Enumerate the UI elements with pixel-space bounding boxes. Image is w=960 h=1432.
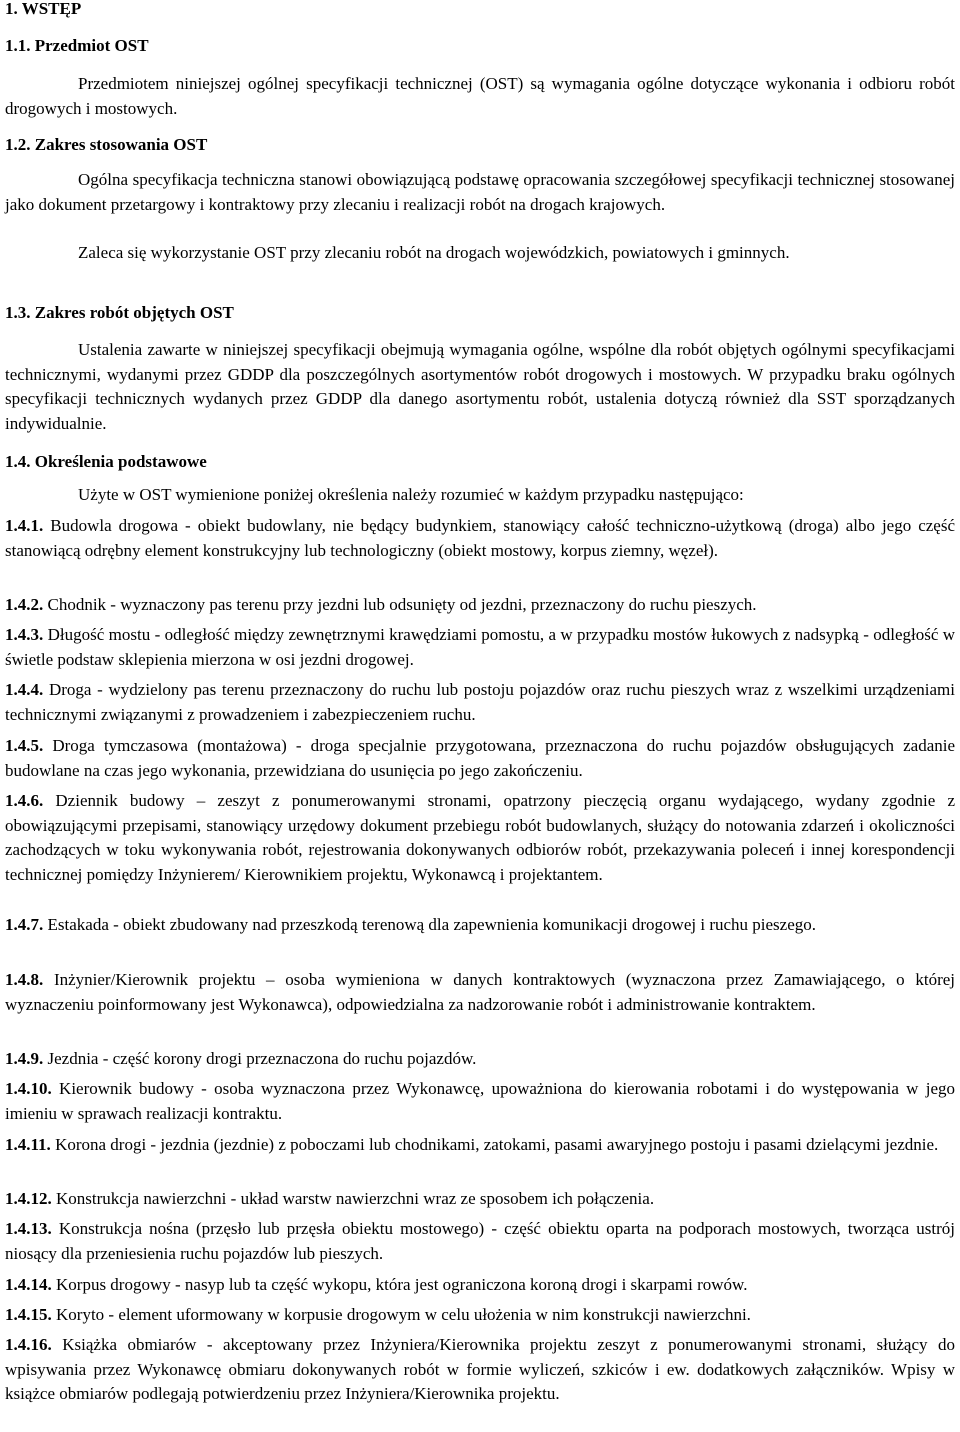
paragraph-1-4: Użyte w OST wymienione poniżej określenia należy rozumieć w każdym przypadku następująco: (78, 485, 744, 504)
definition-text: Książka obmiarów - akceptowany przez Inżyniera/Kierownika projektu zeszyt z ponumerowanymi stronami, służący do wpisywania przez Wykonawcę obmiaru dokonywanych robót w formie wyliczeń, szkiców i ew. dodatkowych załączników. Wpisy w książce obmiarów podlegają potwierdzeniu przez Inżyniera/Kierownika projektu. (5, 1335, 955, 1403)
definition-number: 1.4.11. (5, 1135, 51, 1154)
definition-number: 1.4.3. (5, 625, 44, 644)
definition-item (5, 913, 955, 938)
definition-number: 1.4.10. (5, 1079, 52, 1098)
definition-item (5, 789, 955, 887)
definition-text: Droga tymczasowa (montażowa) - droga specjalnie przygotowana, przeznaczona do ruchu pojazdów obsługujących zadanie budowlane na czas jego wykonania, przewidziana do usunięcia po jego zakończeniu. (5, 736, 956, 780)
subsection-heading-1-4 (5, 450, 207, 475)
subsection-number: 1.2. (5, 135, 31, 154)
subsection-number: 1.1. (5, 36, 31, 55)
definition-number: 1.4.14. (5, 1275, 52, 1294)
definition-text: Chodnik - wyznaczony pas terenu przy jezdni lub odsunięty od jezdni, przeznaczony do ruchu pieszych. (47, 595, 757, 614)
subsection-title: Zakres robót objętych OST (34, 303, 234, 322)
paragraph-1-1: Przedmiotem niniejszej ogólnej specyfikacji technicznej (OST) są wymagania ogólne dotyczące wykonania i odbioru robót drogowych i mostowych. (5, 74, 955, 118)
definition-text: Jezdnia - część korony drogi przeznaczona do ruchu pojazdów. (47, 1049, 477, 1068)
definition-item (5, 1077, 955, 1126)
subsection-number: 1.4. (5, 452, 31, 471)
definition-text: Dziennik budowy – zeszyt z ponumerowanymi stronami, opatrzony pieczęcią organu wydającego, wydany zgodnie z obowiązującymi przepisami, stanowiący urzędowy dokument przebiegu robót budowlanych, służący do notowania zdarzeń i okoliczności zachodzących w toku wykonywania robót, rejestrowania dokonywanych odbiorów robót, przekazywania poleceń i innej korespondencji technicznej pomiędzy Inżynierem/ Kierownikiem projektu, Wykonawcą i projektantem. (5, 791, 956, 884)
paragraph-1-2a: Ogólna specyfikacja techniczna stanowi obowiązującą podstawę opracowania szczegółowej specyfikacji technicznej stosowanej jako dokument przetargowy i kontraktowy przy zlecaniu i realizacji robót na drogach krajowych. (5, 170, 955, 214)
definition-item (5, 1333, 955, 1407)
definition-item (5, 734, 955, 783)
definition-text: Konstrukcja nawierzchni - układ warstw nawierzchni wraz ze sposobem ich połączenia. (56, 1189, 655, 1208)
paragraph-1-2b: Zaleca się wykorzystanie OST przy zlecaniu robót na drogach wojewódzkich, powiatowych i gminnych. (78, 243, 790, 262)
definition-number: 1.4.1. (5, 516, 44, 535)
definition-number: 1.4.12. (5, 1189, 52, 1208)
definition-number: 1.4.2. (5, 595, 44, 614)
definition-item (5, 1217, 955, 1266)
subsection-title: Określenia podstawowe (34, 452, 207, 471)
definition-text: Długość mostu - odległość między zewnętrznymi krawędziami pomostu, a w przypadku mostów łukowych z nadsypką - odległość w świetle podstaw sklepienia mierzona w osi jezdni drogowej. (5, 625, 956, 669)
definition-text: Korpus drogowy - nasyp lub ta część wykopu, która jest ograniczona koroną drogi i skarpami rowów. (56, 1275, 748, 1294)
section-number: 1. (5, 0, 18, 18)
definition-text: Kierownik budowy - osoba wyznaczona przez Wykonawcę, upoważniona do kierowania robotami i do występowania w jego imieniu w sprawach realizacji kontraktu. (5, 1079, 955, 1123)
paragraph-1-3: Ustalenia zawarte w niniejszej specyfikacji obejmują wymagania ogólne, wspólne dla robót objętych ogólnymi specyfikacjami technicznymi, wydanymi przez GDDP dla poszczególnych asortymentów robót drogowych i mostowych. W przypadku braku ogólnych specyfikacji technicznych wydanych przez GDDP dla danego asortymentu robót, ustalenia dotyczą również dla SST sporządzanych indywidualnie. (5, 340, 955, 433)
subsection-heading-1-2 (5, 133, 207, 158)
definition-number: 1.4.16. (5, 1335, 52, 1354)
definition-item (5, 1133, 955, 1158)
definition-text: Konstrukcja nośna (przęsło lub przęsła obiektu mostowego) - część obiektu oparta na podporach mostowych, tworząca ustrój niosący dla przeniesienia ruchu pojazdów lub pieszych. (5, 1219, 955, 1263)
definition-item (5, 1303, 955, 1328)
subsection-number: 1.3. (5, 303, 31, 322)
definition-item (5, 514, 955, 563)
definition-item (5, 968, 955, 1017)
section-heading (5, 0, 81, 22)
subsection-heading-1-3 (5, 301, 234, 326)
definition-item (5, 1273, 955, 1298)
definition-number: 1.4.5. (5, 736, 44, 755)
definition-text: Estakada - obiekt zbudowany nad przeszkodą terenową dla zapewnienia komunikacji drogowej i ruchu pieszego. (47, 915, 816, 934)
definition-item (5, 1047, 955, 1072)
definition-item (5, 1187, 955, 1212)
definition-number: 1.4.15. (5, 1305, 52, 1324)
subsection-title: Przedmiot OST (34, 36, 149, 55)
definition-number: 1.4.13. (5, 1219, 52, 1238)
definition-number: 1.4.9. (5, 1049, 44, 1068)
definition-item (5, 593, 955, 618)
definition-item (5, 623, 955, 672)
definition-number: 1.4.4. (5, 680, 44, 699)
definition-number: 1.4.8. (5, 970, 44, 989)
definition-text: Korona drogi - jezdnia (jezdnie) z poboczami lub chodnikami, zatokami, pasami awaryjnego postoju i pasami dzielącymi jezdnie. (55, 1135, 939, 1154)
definition-text: Koryto - element uformowany w korpusie drogowym w celu ułożenia w nim konstrukcji nawierzchni. (56, 1305, 751, 1324)
definition-number: 1.4.7. (5, 915, 44, 934)
section-title: WSTĘP (21, 0, 82, 18)
definition-text: Droga - wydzielony pas terenu przeznaczony do ruchu lub postoju pojazdów oraz ruchu pieszych wraz z wszelkimi urządzeniami technicznymi związanymi z prowadzeniem i zabezpieczeniem ruchu. (5, 680, 956, 724)
subsection-title: Zakres stosowania OST (34, 135, 208, 154)
definition-text: Inżynier/Kierownik projektu – osoba wymieniona w danych kontraktowych (wyznaczona przez Zamawiającego, o której wyznaczeniu poinformowany jest Wykonawca), odpowiedzialna za nadzorowanie robót i administrowanie kontraktem. (5, 970, 956, 1014)
definition-number: 1.4.6. (5, 791, 44, 810)
definition-text: Budowla drogowa - obiekt budowlany, nie będący budynkiem, stanowiący całość techniczno-użytkową (droga) albo jego część stanowiącą odrębny element konstrukcyjny lub technologiczny (obiekt mostowy, korpus ziemny, węzeł). (5, 516, 955, 560)
definition-item (5, 678, 955, 727)
subsection-heading-1-1 (5, 34, 149, 59)
